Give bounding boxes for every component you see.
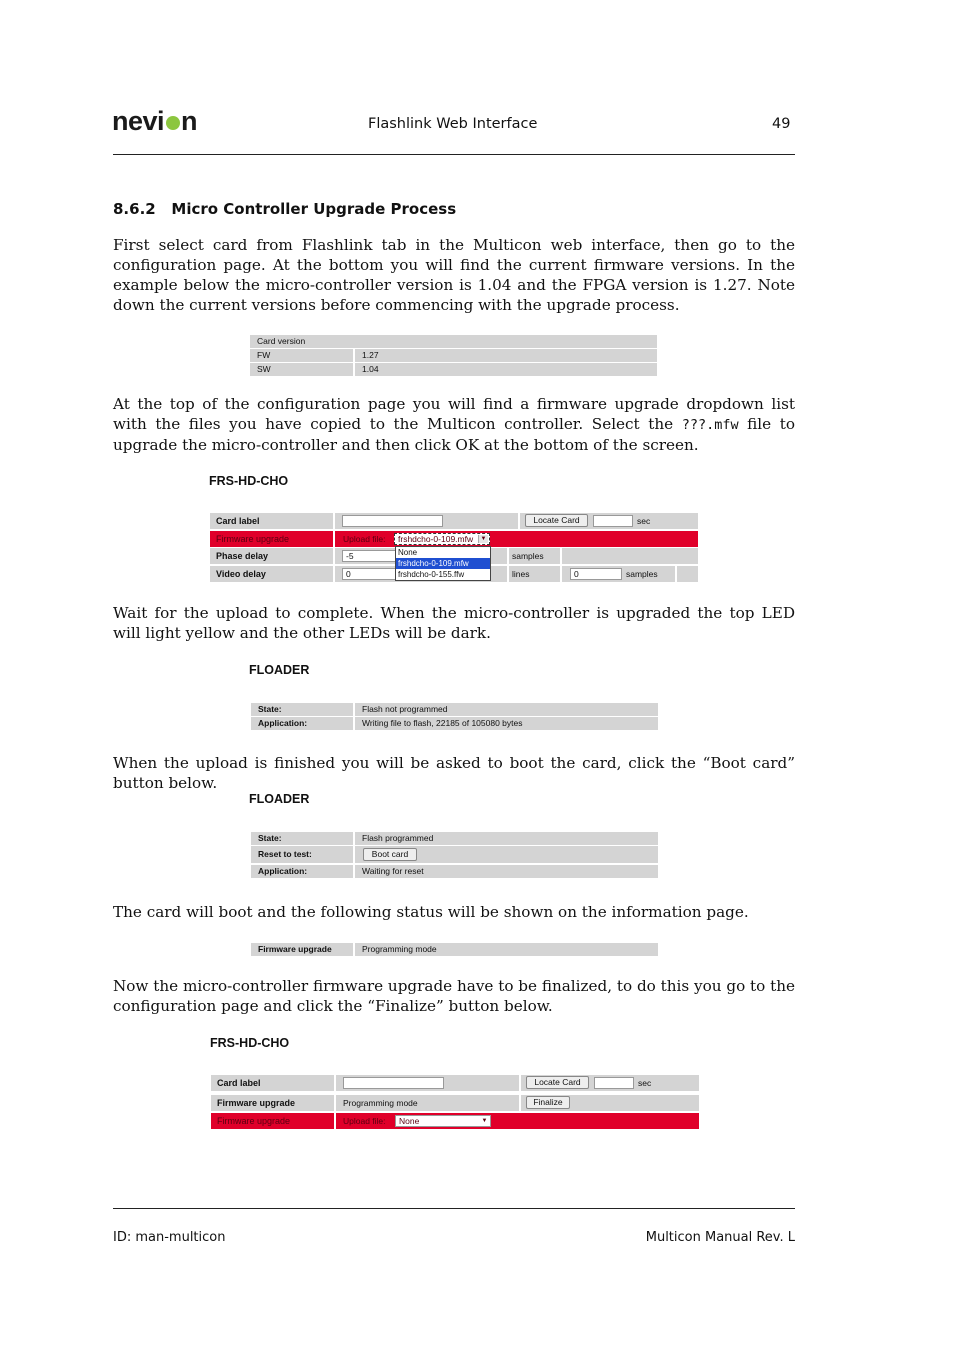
firmware-upgrade-row: Firmware upgrade Programming mode Finalize — [211, 1095, 699, 1111]
samples-label: samples — [512, 551, 544, 561]
video-delay-lines-input[interactable]: 0 — [342, 568, 402, 580]
table-row: Application: Writing file to flash, 22185 of 105080 bytes — [251, 717, 658, 730]
upload-file-select[interactable]: frshdcho-0-109.mfw ▼ — [394, 533, 490, 545]
phase-delay-input[interactable]: -5 — [342, 550, 402, 562]
table-row: Reset to test: Boot card — [251, 846, 658, 863]
programming-mode-text: Programming mode — [343, 1098, 418, 1108]
chevron-down-icon: ▼ — [478, 535, 488, 543]
paragraph-3: Wait for the upload to complete. When the micro-controller is upgraded the top LED will light yellow and the other LEDs will be dark. — [113, 604, 795, 642]
lines-label: lines — [512, 569, 530, 579]
video-delay-row: Video delay 0 lines 0 samples — [210, 566, 698, 582]
video-delay-samples-input[interactable]: 0 — [570, 568, 622, 580]
chevron-down-icon: ▼ — [481, 1118, 488, 1124]
sec-label: sec — [637, 516, 651, 526]
card-label-input[interactable] — [343, 1077, 444, 1089]
header-title: Flashlink Web Interface — [368, 116, 538, 132]
header-rule — [113, 154, 795, 155]
paragraph-6: Now the micro-controller firmware upgrade have to be finalized, to do this you go to the configuration page and click the “Finalize” button below. — [113, 977, 795, 1015]
nevion-logo: nevi n — [112, 106, 198, 136]
locate-seconds-input[interactable] — [594, 1077, 634, 1089]
fig6-caption: FRS-HD-CHO — [210, 1036, 290, 1050]
finalize-button[interactable]: Finalize — [526, 1096, 570, 1109]
sec-label: sec — [638, 1078, 652, 1088]
dropdown-option[interactable]: None — [398, 548, 418, 557]
firmware-upload-row: Firmware upgrade Upload file: None ▼ — [211, 1113, 699, 1129]
paragraph-2: At the top of the configuration page you will find a firmware upgrade dropdown list with the files you have copied to the Multicon controller. Select the ???.mfw file to upgrade the micro-controller and then click OK at the bottom of the screen. — [113, 395, 795, 454]
samples-label-2: samples — [626, 569, 658, 579]
paragraph-5: The card will boot and the following status will be shown on the information page. — [113, 903, 749, 921]
dropdown-option-selected[interactable]: frshdcho-0-109.mfw — [396, 558, 490, 569]
footer-manual: Multicon Manual Rev. L — [645, 1230, 795, 1245]
table-row: State: Flash programmed — [251, 832, 658, 845]
upload-file-label: Upload file: — [343, 1116, 386, 1126]
fig3-caption: FLOADER — [249, 663, 310, 677]
boot-card-button[interactable]: Boot card — [363, 848, 417, 861]
card-label-input[interactable] — [342, 515, 443, 527]
fig2-caption: FRS-HD-CHO — [209, 474, 289, 488]
card-label-row: Card label Locate Card sec — [211, 1075, 699, 1091]
locate-card-button[interactable]: Locate Card — [525, 514, 588, 527]
upload-file-label: Upload file: — [343, 534, 386, 544]
locate-card-button[interactable]: Locate Card — [526, 1076, 589, 1089]
page-number: 49 — [772, 116, 791, 132]
phase-delay-row: Phase delay -5 samples — [210, 548, 698, 564]
footer-rule — [113, 1208, 795, 1209]
firmware-upgrade-row: Firmware upgrade Upload file: frshdcho-0-109.mfw ▼ — [210, 531, 698, 547]
paragraph-1: First select card from Flashlink tab in the Multicon web interface, then go to the configuration page. At the bottom you will find the current firmware versions. In the example below the micro-controller version is 1.04 and the FPGA version is 1.27. Note down the current versions before commencing with the upgrade process. — [113, 236, 795, 314]
footer-id: ID: man-multicon — [113, 1230, 226, 1245]
card-label-row: Card label Locate Card sec — [210, 513, 698, 529]
fig4-caption: FLOADER — [249, 792, 310, 806]
table-row: SW 1.04 — [250, 363, 657, 376]
logo-dot-icon — [166, 116, 180, 130]
paragraph-4: When the upload is finished you will be asked to boot the card, click the “Boot card” button below. — [113, 754, 795, 792]
table-row: FW 1.27 — [250, 349, 657, 362]
table-row: State: Flash not programmed — [251, 703, 658, 716]
firmware-status-row: Firmware upgrade Programming mode — [251, 943, 658, 956]
table-row: Application: Waiting for reset — [251, 865, 658, 878]
dropdown-option[interactable]: frshdcho-0-155.ffw — [398, 570, 465, 579]
section-heading: 8.6.2 Micro Controller Upgrade Process — [113, 200, 457, 218]
upload-file-select[interactable]: None ▼ — [395, 1115, 491, 1127]
locate-seconds-input[interactable] — [593, 515, 633, 527]
card-version-header: Card version — [250, 335, 657, 348]
upload-file-dropdown — [395, 546, 491, 581]
